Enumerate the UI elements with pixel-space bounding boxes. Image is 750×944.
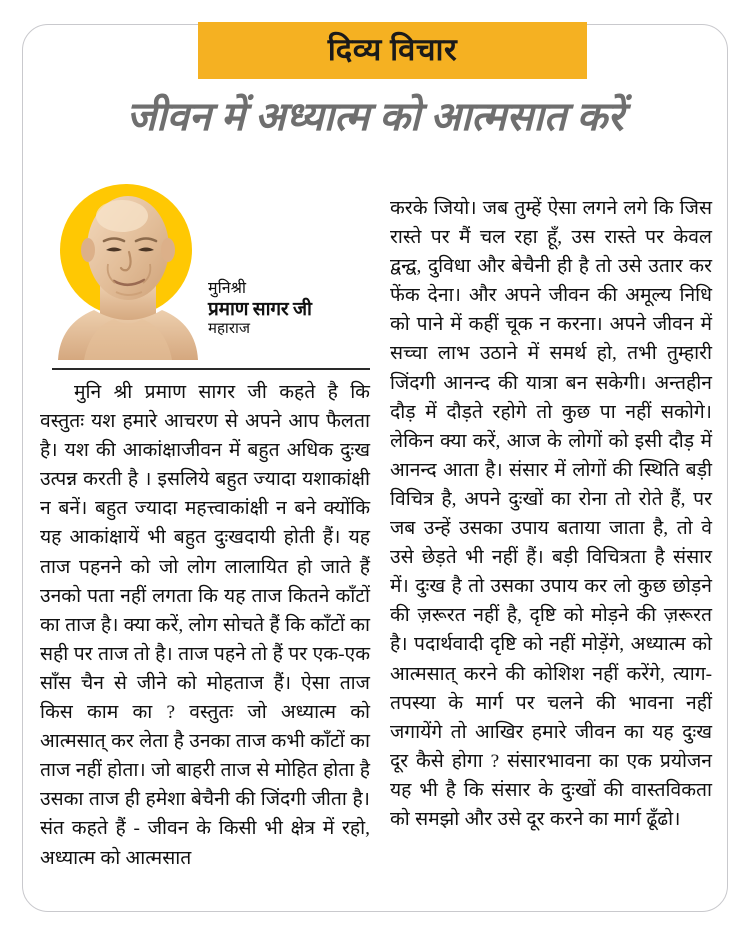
section-banner <box>198 22 587 79</box>
section-title: दिव्य विचार <box>327 31 458 67</box>
byline <box>208 280 370 339</box>
right-column-paragraph: करके जियो। जब तुम्हें ऐसा लगने लगे कि जिस रास्ते पर मैं चल रहा हूँ, उस रास्ते पर केवल द्वन्द्व, दुविधा और बेचैनी ही है तो उसे उतार कर फेंक देना। और अपने जीवन की अमूल्य निधि को पाने में कहीं चूक न करना। अपने जीवन में सच्चा लाभ उठाने में समर्थ हो, तभी तुम्हारी जिंदगी आनन्द की यात्रा बन सकेगी। अन्तहीन दौड़ में दौड़ते रहोगे तो कुछ पा नहीं सकोगे। लेकिन क्या करें, आज के लोगों को इसी दौड़ में आनन्द आता है। संसार में लोगों की स्थिति बड़ी विचित्र है, अपने दुःखों का रोना तो रोते हैं, पर जब उन्हें उसका उपाय बताया जाता है, तो वे उसे छेड़ते भी नहीं हैं। बड़ी विचित्रता है संसार में। दुःख है तो उसका उपाय कर लो कुछ छोड़ने की ज़रूरत नहीं है, दृष्टि को मोड़ने की ज़रूरत है। पदार्थवादी दृष्टि को नहीं मोड़ेंगे, अध्यात्म को आत्मसात् करने की कोशिश नहीं करेंगे, त्याग-तपस्या के मार्ग पर चलने की भावना नहीं जगायेंगे तो आखिर हमारे जीवन का यह दुःख दूर कैसे होगा ? संसारभावना का एक प्रयोजन यह भी है कि संसार के दुःखों की वास्तविकता को समझो और उसे दूर करने का मार्ग ढूँढो। <box>390 198 712 830</box>
right-column <box>390 182 712 904</box>
left-column <box>40 182 370 904</box>
left-column-paragraph: मुनि श्री प्रमाण सागर जी कहते है कि वस्तुतः यश हमारे आचरण से अपने आप फैलता है। यश की आकांक्षाजीवन में बहुत अधिक दुःख उत्पन्न करती है । इसलिये बहुत ज्यादा यशाकांक्षी न बनें। बहुत ज्यादा महत्त्वाकांक्षी न बने क्योंकि यह आकांक्षायें भी बहुत दुःखदायी होती हैं। यह ताज पहनने को जो लोग लालायित हो जाते हैं उनको पता नहीं लगता कि यह ताज कितने काँटों का ताज है। क्या करें, लोग सोचते हैं कि काँटों का सही पर ताज तो है। ताज पहने तो हैं पर एक-एक साँस चैन से जीने को मोहताज हैं। ऐसा ताज किस काम का ? वस्तुतः जो अध्यात्म को आत्मसात् कर लेता है उनका ताज कभी काँटों का ताज नहीं होता। जो बाहरी ताज से मोहित होता है उसका ताज ही हमेशा बेचैनी की जिंदगी जीता है। संत कहते हैं - जीवन के किसी भी क्षेत्र में रहो, अध्यात्म को आत्मसात <box>40 382 370 869</box>
article-body <box>40 182 712 904</box>
byline-line-2: प्रमाण सागर जी <box>208 298 312 320</box>
portrait-block <box>40 182 370 360</box>
right-column-text <box>390 194 712 834</box>
byline-line-1: मुनिश्री <box>208 280 247 297</box>
left-column-text <box>40 378 370 873</box>
monk-portrait-image <box>54 188 202 360</box>
article-headline: जीवन में अध्यात्म को आत्मसात करें <box>126 94 624 139</box>
byline-divider <box>52 368 370 370</box>
byline-line-3: महाराज <box>208 321 250 338</box>
